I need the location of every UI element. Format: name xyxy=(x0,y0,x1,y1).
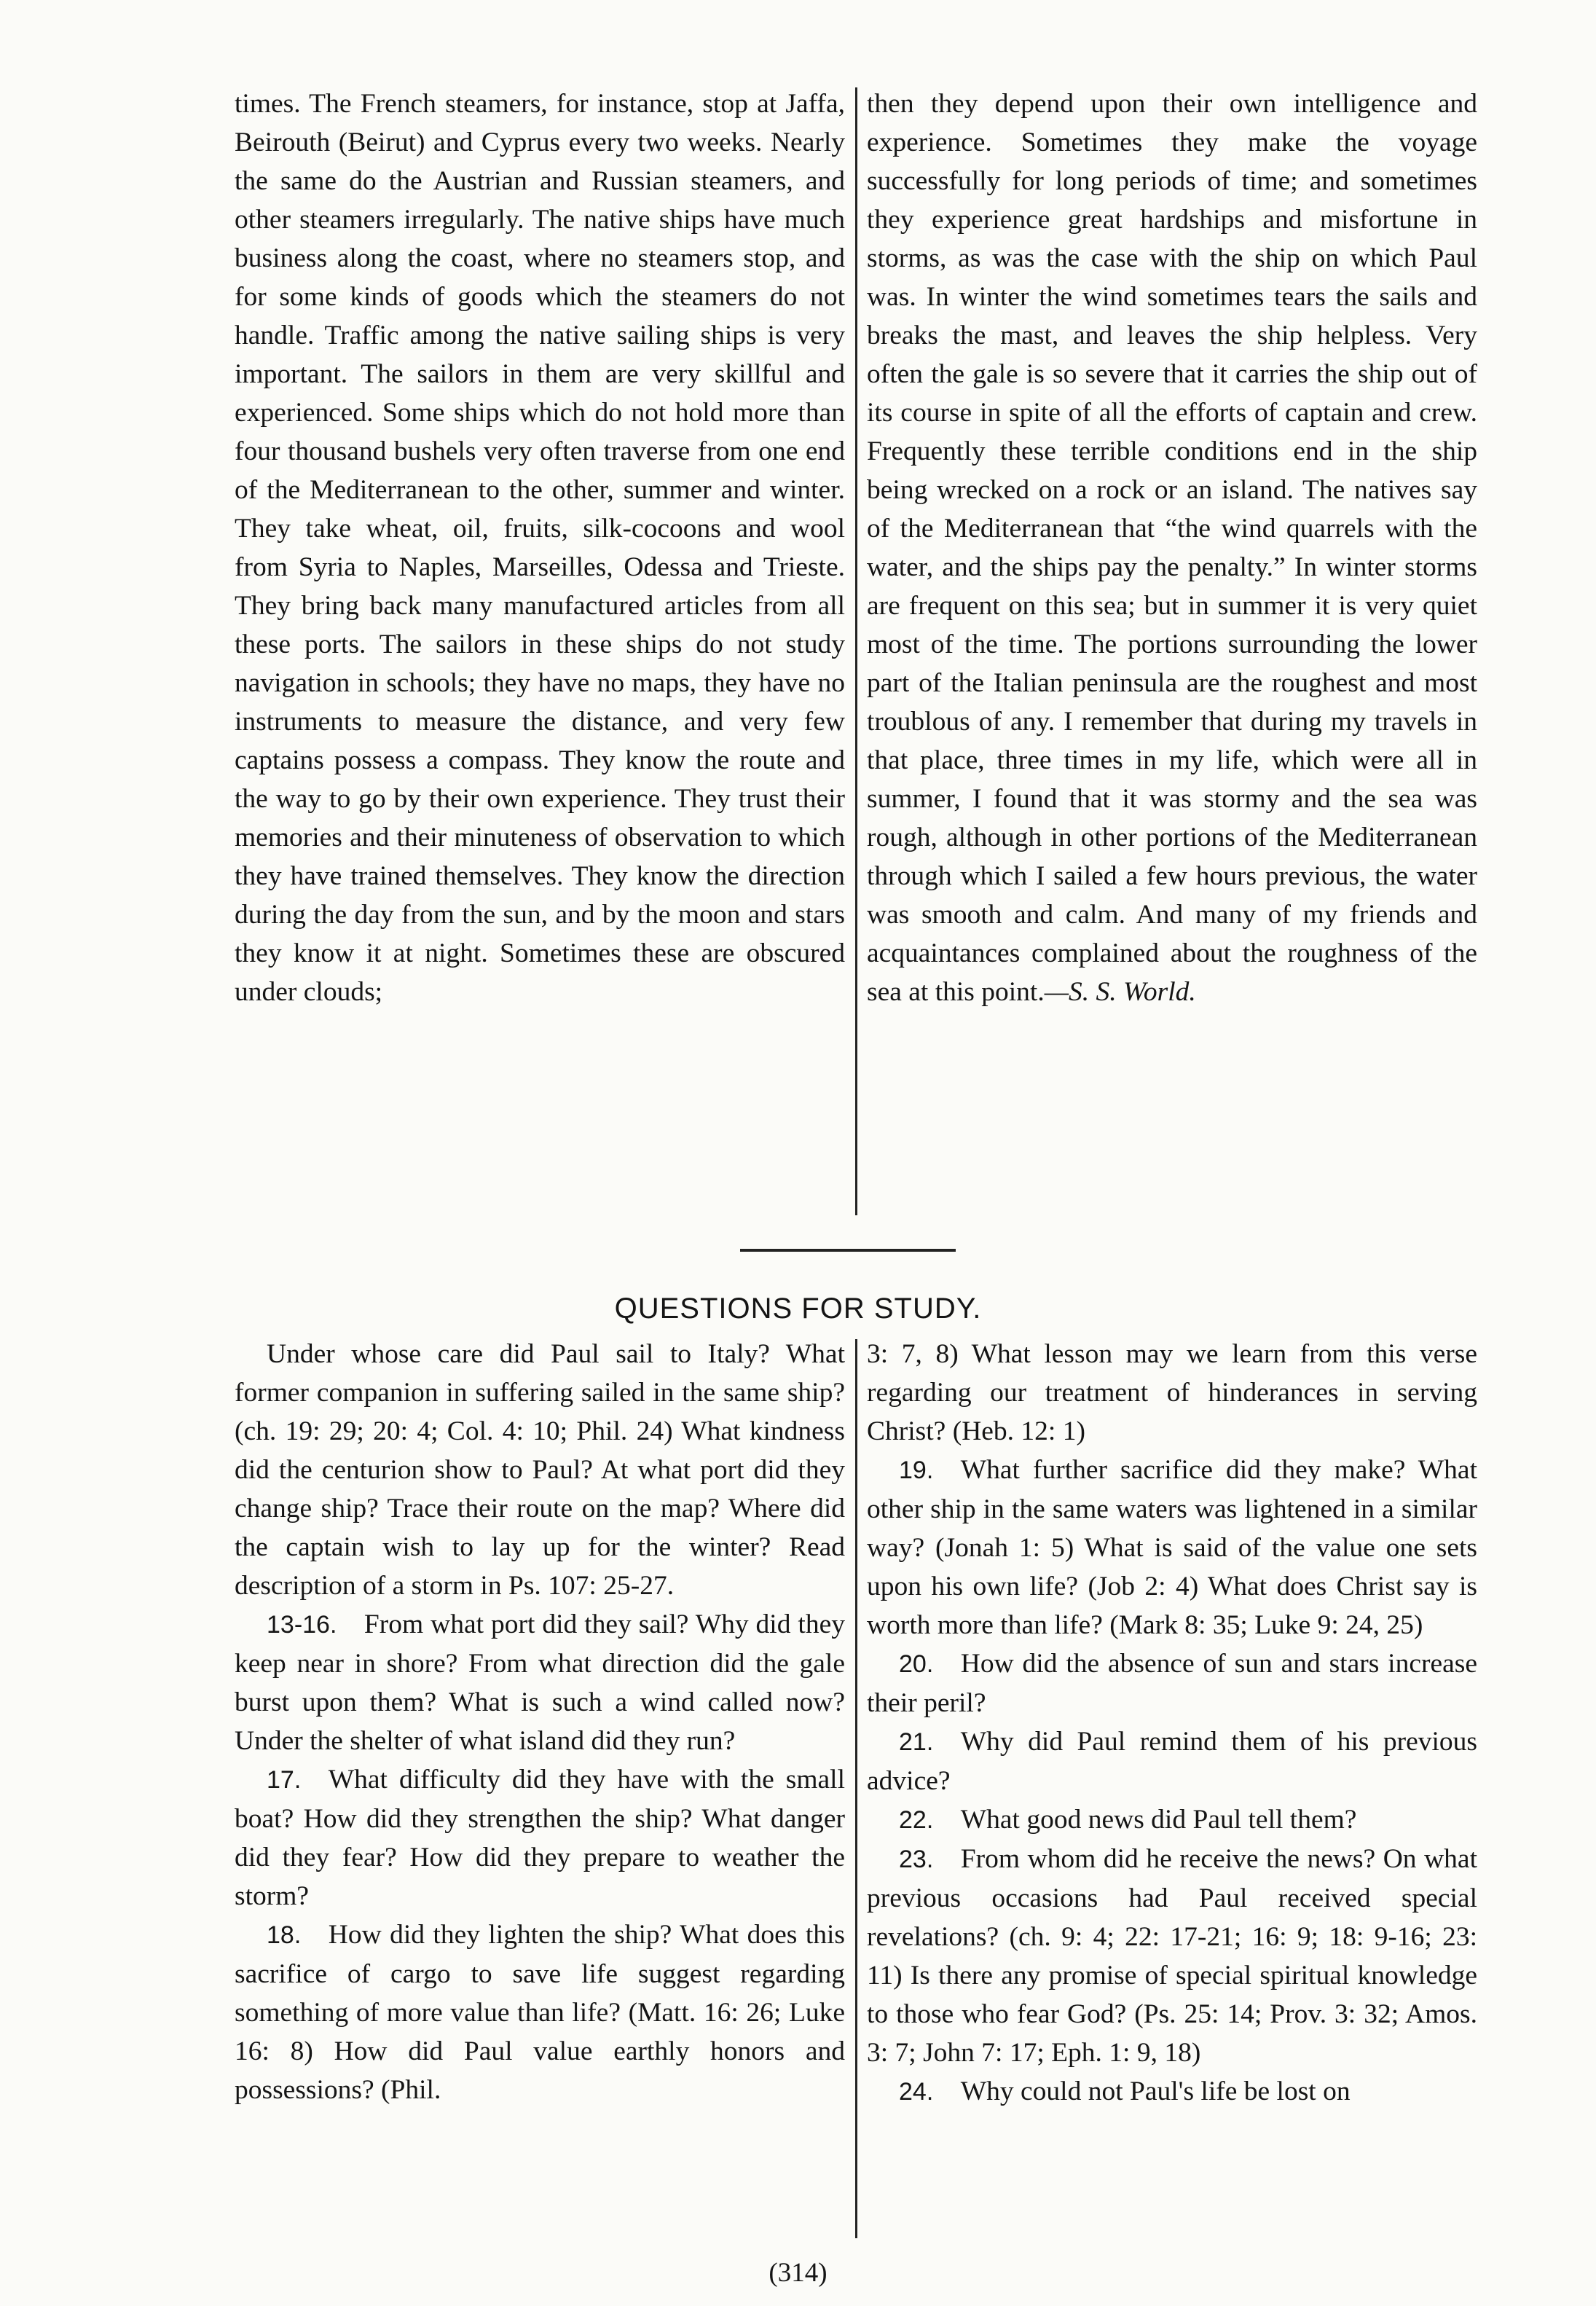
questions-left-column xyxy=(235,1335,845,2109)
question-item xyxy=(867,1644,1477,1722)
question-number: 22. xyxy=(899,1806,934,1834)
question-number: 19. xyxy=(899,1456,934,1484)
question-number: 13-16. xyxy=(267,1611,337,1639)
question-text: Why did Paul remind them of his previous advice? xyxy=(867,1727,1477,1796)
page-number: (314) xyxy=(768,2258,828,2288)
question-number: 23. xyxy=(899,1846,934,1873)
question-text: How did they lighten the ship? What does this sacrifice of cargo to save life suggest regarding something of more value than life? (Matt. 16: 26; Luke 16: 8) How did Paul value earthly honors and possessions? (Phil. xyxy=(235,1920,845,2105)
question-text: From what port did they sail? Why did they keep near in shore? From what direction did the gale burst upon them? What is such a wind called now? Under the shelter of what island did they run? xyxy=(235,1609,845,1756)
question-text: Under whose care did Paul sail to Italy? What former companion in suffering sailed in the same ship? (ch. 19: 29; 20: 4; Col. 4: 10; Phil. 24) What kindness did the centurion show to Paul? At what port did they change ship? Trace their route on the map? Where did the captain wish to lay up for the winter? Read description of a storm in Ps. 107: 25-27. xyxy=(235,1339,845,1601)
article-source: —S. S. World. xyxy=(1044,977,1196,1007)
article-paragraph-left: times. The French steamers, for instance, stop at Jaffa, Beirouth (Beirut) and Cyprus every two weeks. Nearly the same do the Austrian and Russian steamers, and other steamers irregularly. The native ships have much business along the coast, where no steamers stop, and for some kinds of goods which the steamers do not handle. Traffic among the native sailing ships is very important. The sailors in them are very skillful and experienced. Some ships which do not hold more than four thousand bushels very often traverse from one end of the Mediterranean to the other, summer and winter. They take wheat, oil, fruits, silk-cocoons and wool from Syria to Naples, Marseilles, Odessa and Trieste. They bring back many manufactured articles from all these ports. The sailors in these ships do not study navigation in schools; they have no maps, they have no instruments to measure the distance, and very few captains possess a compass. They know the route and the way to go by their own experience. They trust their memories and their minuteness of observation to which they have trained themselves. They know the direction during the day from the sun, and by the moon and stars they know it at night. Sometimes these are obscured under clouds; xyxy=(235,89,845,1007)
question-text: 3: 7, 8) What lesson may we learn from this verse regarding our treatment of hinderances in serving Christ? (Heb. 12: 1) xyxy=(867,1339,1477,1446)
question-item xyxy=(867,1800,1477,1840)
question-text: What further sacrifice did they make? What other ship in the same waters was lightened in a similar way? (Jonah 1: 5) What is said of the value one sets upon his own life? (Job 2: 4) What does Christ say is worth more than life? (Mark 8: 35; Luke 9: 24, 25) xyxy=(867,1455,1477,1640)
question-number: 24. xyxy=(899,2078,934,2106)
question-item xyxy=(235,1605,845,1760)
question-number: 17. xyxy=(267,1766,302,1794)
question-item xyxy=(235,1915,845,2109)
article-paragraph-right xyxy=(867,85,1477,1011)
questions-heading: QUESTIONS FOR STUDY. xyxy=(614,1293,982,1325)
article-right-column xyxy=(867,85,1477,1011)
question-item xyxy=(235,1335,845,1605)
section-separator xyxy=(740,1249,956,1252)
question-number: 21. xyxy=(899,1728,934,1756)
question-text: How did the absence of sun and stars increase their peril? xyxy=(867,1649,1477,1718)
questions-right-column xyxy=(867,1335,1477,2111)
article-left-column xyxy=(235,85,845,1011)
question-item xyxy=(867,1722,1477,1800)
question-number: 18. xyxy=(267,1921,302,1949)
question-text: What difficulty did they have with the small boat? How did they strengthen the ship? What danger did they fear? How did they prepare to weather the storm? xyxy=(235,1765,845,1911)
question-item xyxy=(867,1451,1477,1644)
question-item xyxy=(867,1335,1477,1451)
column-divider-bottom xyxy=(855,1339,857,2238)
question-number: 20. xyxy=(899,1650,934,1678)
question-item xyxy=(867,2072,1477,2111)
column-divider-top xyxy=(855,87,857,1215)
question-text: Why could not Paul's life be lost on xyxy=(960,2076,1351,2106)
question-text: From whom did he receive the news? On what previous occasions had Paul received special revelations? (ch. 9: 4; 22: 17-21; 16: 9; 18: 9-16; 23: 11) Is there any promise of special spiritual knowledge to those who fear God? (Ps. 25: 14; Prov. 3: 32; Amos. 3: 7; John 7: 17; Eph. 1: 9, 18) xyxy=(867,1844,1477,2068)
question-item xyxy=(235,1760,845,1915)
article-paragraph-right-text: then they depend upon their own intelligence and experience. Sometimes they make the voyage successfully for long periods of time; and sometimes they experience great hardships and misfortune in storms, as was the case with the ship on which Paul was. In winter the wind sometimes tears the sails and breaks the mast, and leaves the ship helpless. Very often the gale is so severe that it carries the ship out of its course in spite of all the efforts of captain and crew. Frequently these terrible conditions end in the ship being wrecked on a rock or an island. The natives say of the Mediterranean that “the wind quarrels with the water, and the ships pay the penalty.” In winter storms are frequent on this sea; but in summer it is very quiet most of the time. The portions surrounding the lower part of the Italian peninsula are the roughest and most troublous of any. I remember that during my travels in that place, three times in my life, which were all in summer, I found that it was stormy and the sea was rough, although in other portions of the Mediterranean through which I sailed a few hours previous, the water was smooth and calm. And many of my friends and acquaintances complained about the roughness of the sea at this point. xyxy=(867,89,1477,1007)
question-item xyxy=(867,1840,1477,2072)
question-text: What good news did Paul tell them? xyxy=(960,1805,1357,1835)
